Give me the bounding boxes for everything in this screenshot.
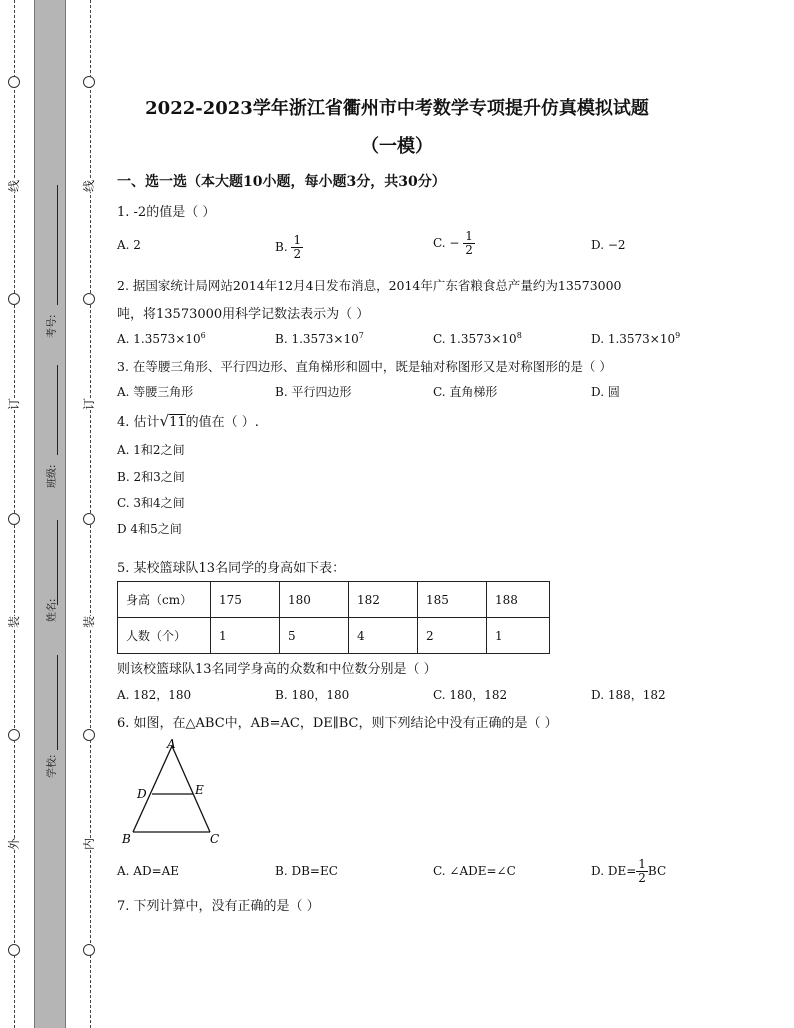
question-5-stem: 5. 某校篮球队13名同学的身高如下表： [117,561,346,576]
question-2-stem-line1: 2. 据国家统计局网站2014年12月4日发布消息，2014年广东省粮食总产量约为13573000 [117,278,622,293]
table-cell: 人数（个） [118,618,211,654]
table-cell: 185 [418,582,487,618]
q3-option-b: B. 平行四边形 [275,385,352,399]
table-cell: 180 [280,582,349,618]
field-class-label: 班级: [47,464,58,488]
q2-option-a: A. $1.3573\times 10^6$ [117,331,206,346]
margin-char-outer: 订 [7,397,22,411]
table-cell: 188 [487,582,550,618]
label-e: E [195,783,204,797]
section-heading: 一、选一选（本大题10小题，每小题3分，共30分） [117,174,446,190]
binding-hole [83,293,95,305]
q1-option-c: C. − $\frac{1}{2}$ [433,229,473,257]
exam-number-line[interactable] [57,185,58,305]
q6-option-c: C. ∠ADE=∠C [433,864,516,878]
q4-option-a: A. 1和2之间 [117,443,185,457]
table-row [118,582,550,618]
q1-option-b: B. $\frac{1}{2}$ [275,233,302,261]
q4-option-c: C. 3和4之间 [117,496,185,510]
q3-option-c: C. 直角梯形 [433,385,498,399]
table-cell: 2 [418,618,487,654]
margin-char-inner: 装 [82,615,97,629]
label-a: A [167,737,176,751]
question-3-stem: 3. 在等腰三角形、平行四边形、直角梯形和圆中，既是轴对称图形又是对称图形的是（ ） [117,359,612,374]
question-7-stem: 7. 下列计算中，没有正确的是（ ） [117,899,320,914]
binding-hole [8,944,20,956]
margin-char-inner: 线 [82,179,97,193]
question-6-stem: 6. 如图，在△ABC中，AB=AC，DE∥BC，则下列结论中没有正确的是（ ） [117,716,558,731]
q4-option-b: B. 2和3之间 [117,470,185,484]
margin-char-outer: 外 [7,837,22,851]
side-ac [172,746,210,832]
q5-option-a: A. 182，180 [117,688,192,702]
table-cell: 身高（cm） [118,582,211,618]
margin-char-outer: 线 [7,179,22,193]
gray-binding-strip [34,0,66,1028]
table-row [118,618,550,654]
field-exam-number-label: 考号: [47,314,58,338]
question-5-followup: 则该校篮球队13名同学身高的众数和中位数分别是（ ） [117,662,437,677]
question-4-stem: 4. 估计√11的值在（ ）. [117,412,259,430]
binding-hole [83,944,95,956]
q1-option-a: A. 2 [117,238,141,252]
table-cell: 5 [280,618,349,654]
q2-option-b: B. $1.3573\times 10^7$ [275,331,364,346]
triangle-figure [118,736,228,848]
question-1-stem: 1. -2的值是（ ） [117,205,216,220]
margin-char-inner: 内 [82,837,97,851]
school-line[interactable] [57,655,58,750]
q3-option-d: D. 圆 [591,385,620,399]
q2-option-d: D. $1.3573\times 10^9$ [591,331,681,346]
field-name-label: 姓名: [47,598,58,622]
page-subtitle: （一模） [361,136,433,157]
question-2-stem-line2: 吨，将13573000用科学记数法表示为（ ） [117,307,370,322]
name-line[interactable] [57,520,58,605]
label-b: B [122,832,131,846]
q5-option-b: B. 180，180 [275,688,350,702]
binding-hole [8,513,20,525]
q5-option-d: D. 188，182 [591,688,666,702]
q1-option-d: D. −2 [591,238,626,252]
q6-option-a: A. AD=AE [117,864,180,878]
q6-option-b: B. DB=EC [275,864,338,878]
page-title: 2022-2023学年浙江省衢州市中考数学专项提升仿真模拟试题 [145,98,649,119]
binding-margin [0,0,100,1028]
label-c: C [210,832,220,846]
binding-hole [8,729,20,741]
table-cell: 1 [211,618,280,654]
height-table [117,581,550,654]
margin-char-inner: 订 [82,397,97,411]
binding-hole [8,293,20,305]
q2-option-c: C. $1.3573\times 10^8$ [433,331,522,346]
label-d: D [137,787,147,801]
binding-hole [83,729,95,741]
binding-hole [8,76,20,88]
q3-option-a: A. 等腰三角形 [117,385,194,399]
table-cell: 4 [349,618,418,654]
q4-option-d: D 4和5之间 [117,522,182,536]
margin-char-outer: 装 [7,615,22,629]
table-cell: 182 [349,582,418,618]
binding-hole [83,76,95,88]
q6-option-d: D. DE= $\frac{1}{2}$ BC [591,857,667,885]
field-school-label: 学校: [47,754,58,778]
class-line[interactable] [57,365,58,455]
q5-option-c: C. 180，182 [433,688,508,702]
table-cell: 175 [211,582,280,618]
binding-hole [83,513,95,525]
table-cell: 1 [487,618,550,654]
